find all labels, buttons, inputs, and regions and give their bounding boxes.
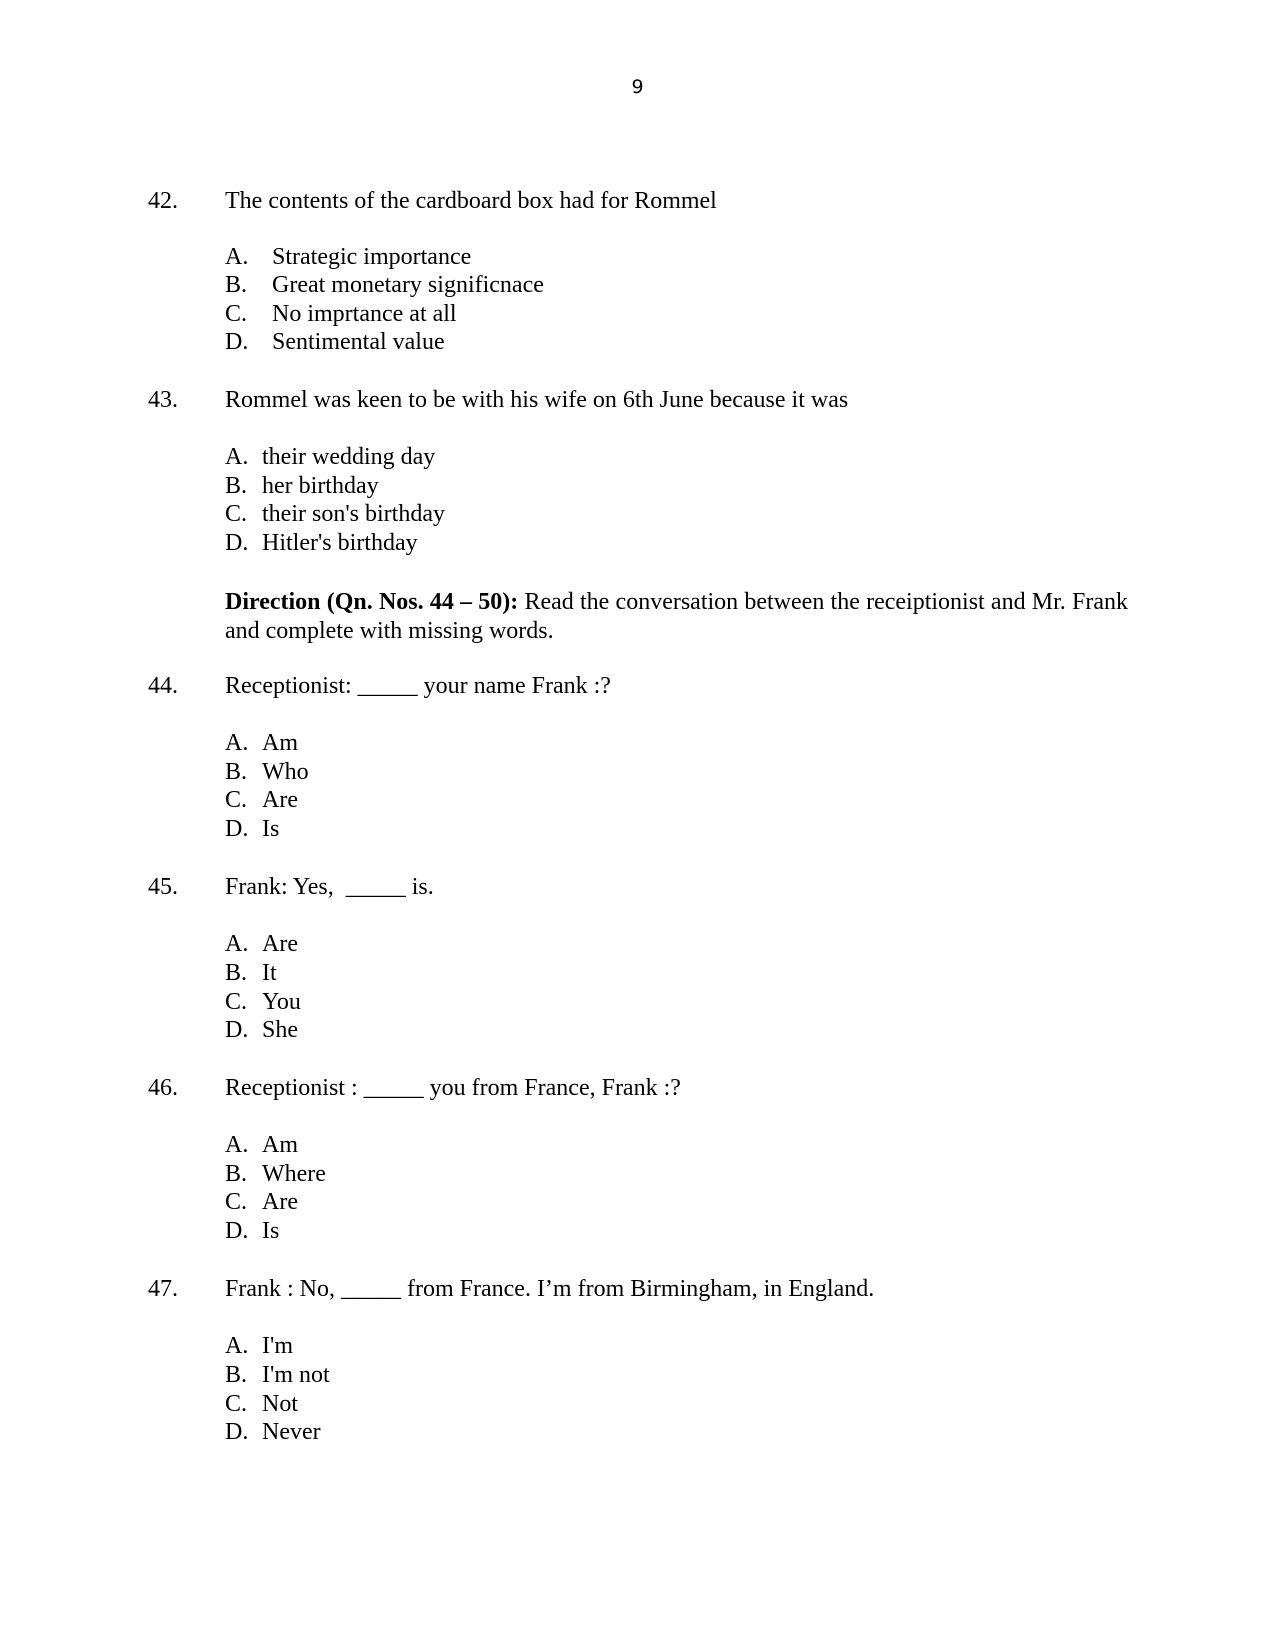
question-text: Receptionist : _____ you from France, Frank :?: [225, 1075, 681, 1101]
option-text: I'm: [262, 1333, 293, 1359]
option-letter: D.: [225, 1017, 249, 1043]
option-letter: B.: [225, 960, 248, 986]
option-letter: C.: [225, 787, 248, 813]
option-letter: A.: [225, 1333, 249, 1359]
question-number: 47.: [148, 1276, 178, 1302]
option-text: I'm not: [262, 1362, 330, 1388]
question-text: Rommel was keen to be with his wife on 6th June because it was: [225, 387, 849, 413]
option-text: She: [262, 1017, 298, 1043]
option-letter: B.: [225, 1362, 248, 1388]
option-letter: C.: [225, 301, 248, 327]
option-letter: C.: [225, 1391, 248, 1417]
option-letter: C.: [225, 989, 248, 1015]
option-text: Never: [262, 1419, 321, 1445]
option-text: Who: [262, 759, 309, 785]
option-letter: B.: [225, 759, 248, 785]
question-text: Frank: Yes, _____ is.: [225, 874, 434, 900]
option-letter: D.: [225, 1218, 249, 1244]
option-letter: B.: [225, 272, 248, 298]
option-letter: B.: [225, 1161, 248, 1187]
option-letter: D.: [225, 816, 249, 842]
option-text: No imprtance at all: [272, 301, 457, 327]
option-text: their son's birthday: [262, 501, 445, 527]
question-number: 46.: [148, 1075, 178, 1101]
option-letter: D.: [225, 1419, 249, 1445]
question-text: Frank : No, _____ from France. I’m from Birmingham, in England.: [225, 1276, 875, 1302]
option-text: Are: [262, 787, 298, 813]
option-text: Great monetary significnace: [272, 272, 544, 298]
question-text: Receptionist: _____ your name Frank :?: [225, 673, 611, 699]
question-number: 43.: [148, 387, 178, 413]
direction-label: Direction (Qn. Nos. 44 – 50):: [225, 589, 519, 615]
option-text: Are: [262, 1189, 298, 1215]
option-letter: C.: [225, 1189, 248, 1215]
question-number: 44.: [148, 673, 178, 699]
question-number: 45.: [148, 874, 178, 900]
option-text: Am: [262, 730, 298, 756]
option-letter: A.: [225, 444, 249, 470]
option-text: their wedding day: [262, 444, 436, 470]
direction-paragraph: [225, 588, 1128, 646]
option-letter: D.: [225, 530, 249, 556]
option-letter: C.: [225, 501, 248, 527]
direction-text: Read the conversation between the receiptionist and Mr. Frank and complete with missing words.: [225, 589, 1128, 644]
option-text: Sentimental value: [272, 329, 445, 355]
option-letter: D.: [225, 329, 249, 355]
option-letter: B.: [225, 473, 248, 499]
option-text: Hitler's birthday: [262, 530, 418, 556]
option-text: Is: [262, 816, 280, 842]
option-text: her birthday: [262, 473, 379, 499]
question-text: The contents of the cardboard box had for Rommel: [225, 188, 717, 214]
option-letter: A.: [225, 1132, 249, 1158]
page-number: 9: [631, 76, 644, 98]
option-letter: A.: [225, 244, 249, 270]
option-text: Strategic importance: [272, 244, 472, 270]
option-text: Am: [262, 1132, 298, 1158]
option-text: You: [262, 989, 301, 1015]
question-number: 42.: [148, 188, 178, 214]
option-letter: A.: [225, 730, 249, 756]
option-text: Not: [262, 1391, 298, 1417]
option-text: Is: [262, 1218, 280, 1244]
option-text: Are: [262, 931, 298, 957]
option-letter: A.: [225, 931, 249, 957]
option-text: Where: [262, 1161, 326, 1187]
option-text: It: [262, 960, 277, 986]
